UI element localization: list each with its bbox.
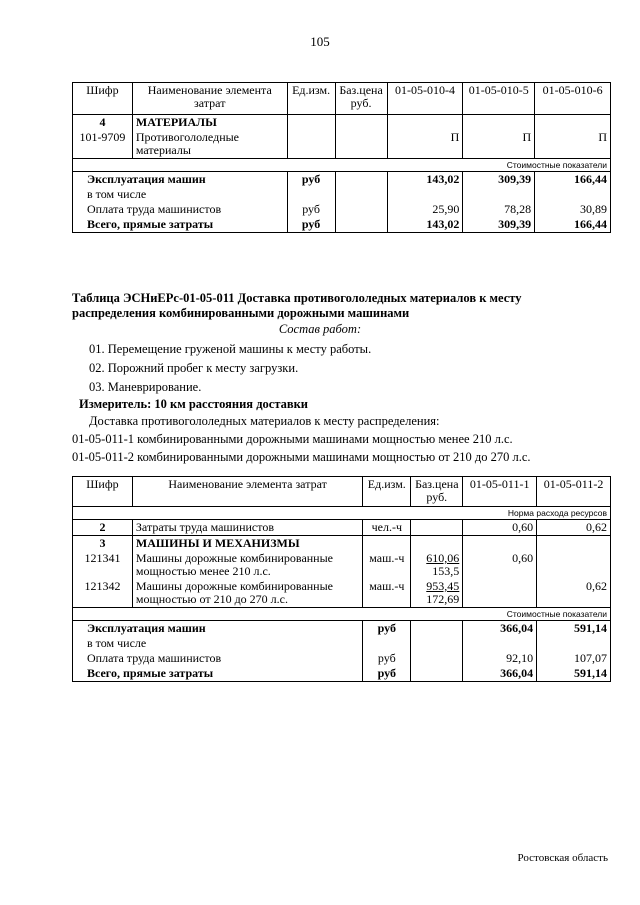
col-header-name: Наименование элемента затрат <box>132 83 287 115</box>
operator-pay-label: Оплата труда машинистов <box>73 202 288 217</box>
material-value: П <box>535 130 611 159</box>
table-row <box>73 621 611 637</box>
value-cell: 366,04 <box>463 621 537 637</box>
value-cell: 30,89 <box>535 202 611 217</box>
delivery-description: Доставка противогололедных материалов к месту распределения: <box>89 414 440 428</box>
value-cell: 309,39 <box>463 217 535 233</box>
unit-cell: руб <box>287 217 335 233</box>
col-header-name: Наименование элемента затрат <box>132 477 362 507</box>
col-header-code: Шифр <box>73 83 133 115</box>
item-description: 01-05-011-2 комбинированными дорожными машинами мощностью от 210 до 270 л.с. <box>72 450 531 464</box>
section-title: МАТЕРИАЛЫ <box>132 115 287 131</box>
col-header-price: Баз.цена руб. <box>411 477 463 507</box>
machine-operation-label: Эксплуатация машин <box>73 172 288 188</box>
value-cell: 78,28 <box>463 202 535 217</box>
section-title: МАШИНЫ И МЕХАНИЗМЫ <box>132 536 362 552</box>
unit-cell: маш.-ч <box>363 579 411 608</box>
including-label: в том числе <box>73 187 288 202</box>
value-cell: 0,62 <box>537 579 611 608</box>
cost-indicators-label: Стоимостные показатели <box>73 608 611 621</box>
composition-title: Состав работ: <box>278 322 362 336</box>
resource-norm-label: Норма расхода ресурсов <box>73 507 611 520</box>
col-header-code-2: 01-05-011-2 <box>537 477 611 507</box>
unit-cell: руб <box>363 651 411 666</box>
value-cell: 166,44 <box>535 217 611 233</box>
machine-operation-label: Эксплуатация машин <box>73 621 363 637</box>
section-number: 4 <box>73 115 133 131</box>
machine-code: 121342 <box>73 579 133 608</box>
value-cell: 92,10 <box>463 651 537 666</box>
col-header-price: Баз.цена руб. <box>335 83 387 115</box>
item-description: 01-05-011-1 комбинированными дорожными машинами мощностью менее 210 л.с. <box>72 432 513 446</box>
delivery-table <box>72 476 611 682</box>
value-cell: 366,04 <box>463 666 537 682</box>
col-header-code-2: 01-05-010-5 <box>463 83 535 115</box>
base-price: 953,45 172,69 <box>411 579 463 608</box>
table-row <box>73 172 611 188</box>
value-cell: 143,02 <box>387 217 463 233</box>
value-cell: 0,60 <box>463 520 537 536</box>
value-cell: 166,44 <box>535 172 611 188</box>
cost-indicators-label: Стоимостные показатели <box>73 159 611 172</box>
section-number: 3 <box>73 536 133 552</box>
col-header-unit: Ед.изм. <box>287 83 335 115</box>
value-cell: 591,14 <box>537 621 611 637</box>
table-row <box>73 130 611 159</box>
material-code: 101-9709 <box>73 130 133 159</box>
col-header-code: Шифр <box>73 477 133 507</box>
work-step: 02. Порожний пробег к месту загрузки. <box>89 361 299 375</box>
row-name: Затраты труда машинистов <box>132 520 362 536</box>
operator-pay-label: Оплата труда машинистов <box>73 651 363 666</box>
table-title-line-1: Таблица ЭСНиЕРс-01-05-011 Доставка противогололедных материалов к месту <box>72 291 522 305</box>
table-row <box>73 551 611 579</box>
table-row <box>73 202 611 217</box>
page-number: 105 <box>310 34 330 49</box>
value-cell: 107,07 <box>537 651 611 666</box>
value-cell: 0,60 <box>463 551 537 579</box>
machine-name: Машины дорожные комбинированные мощностью менее 210 л.с. <box>132 551 362 579</box>
col-header-code-3: 01-05-010-6 <box>535 83 611 115</box>
unit-cell: маш.-ч <box>363 551 411 579</box>
work-step: 03. Маневрирование. <box>89 380 202 394</box>
table-row <box>73 520 611 536</box>
unit-cell: руб <box>287 202 335 217</box>
value-cell: 143,02 <box>387 172 463 188</box>
value-cell: 0,62 <box>537 520 611 536</box>
work-step: 01. Перемещение груженой машины к месту работы. <box>89 342 372 356</box>
table-row <box>73 666 611 682</box>
col-header-unit: Ед.изм. <box>363 477 411 507</box>
value-cell: 25,90 <box>387 202 463 217</box>
unit-cell: руб <box>287 172 335 188</box>
material-value: П <box>463 130 535 159</box>
table-row <box>73 579 611 608</box>
unit-cell: руб <box>363 666 411 682</box>
table-title-line-2: распределения комбинированными дорожными машинами <box>72 306 410 320</box>
col-header-code-1: 01-05-011-1 <box>463 477 537 507</box>
value-cell: 309,39 <box>463 172 535 188</box>
total-label: Всего, прямые затраты <box>73 666 363 682</box>
unit-cell: руб <box>363 621 411 637</box>
unit-cell: чел.-ч <box>363 520 411 536</box>
section-number: 2 <box>73 520 133 536</box>
value-cell: 591,14 <box>537 666 611 682</box>
base-price: 610,06 153,5 <box>411 551 463 579</box>
machine-name: Машины дорожные комбинированные мощностью от 210 до 270 л.с. <box>132 579 362 608</box>
material-value: П <box>387 130 463 159</box>
col-header-code-1: 01-05-010-4 <box>387 83 463 115</box>
including-label: в том числе <box>73 636 363 651</box>
machine-code: 121341 <box>73 551 133 579</box>
material-name: Противогололедные материалы <box>132 130 287 159</box>
table-row <box>73 217 611 233</box>
table-row <box>73 651 611 666</box>
meter-label: Измеритель: 10 км расстояния доставки <box>79 397 309 411</box>
materials-table <box>72 82 611 233</box>
total-label: Всего, прямые затраты <box>73 217 288 233</box>
footer-region: Ростовская область <box>517 852 608 864</box>
